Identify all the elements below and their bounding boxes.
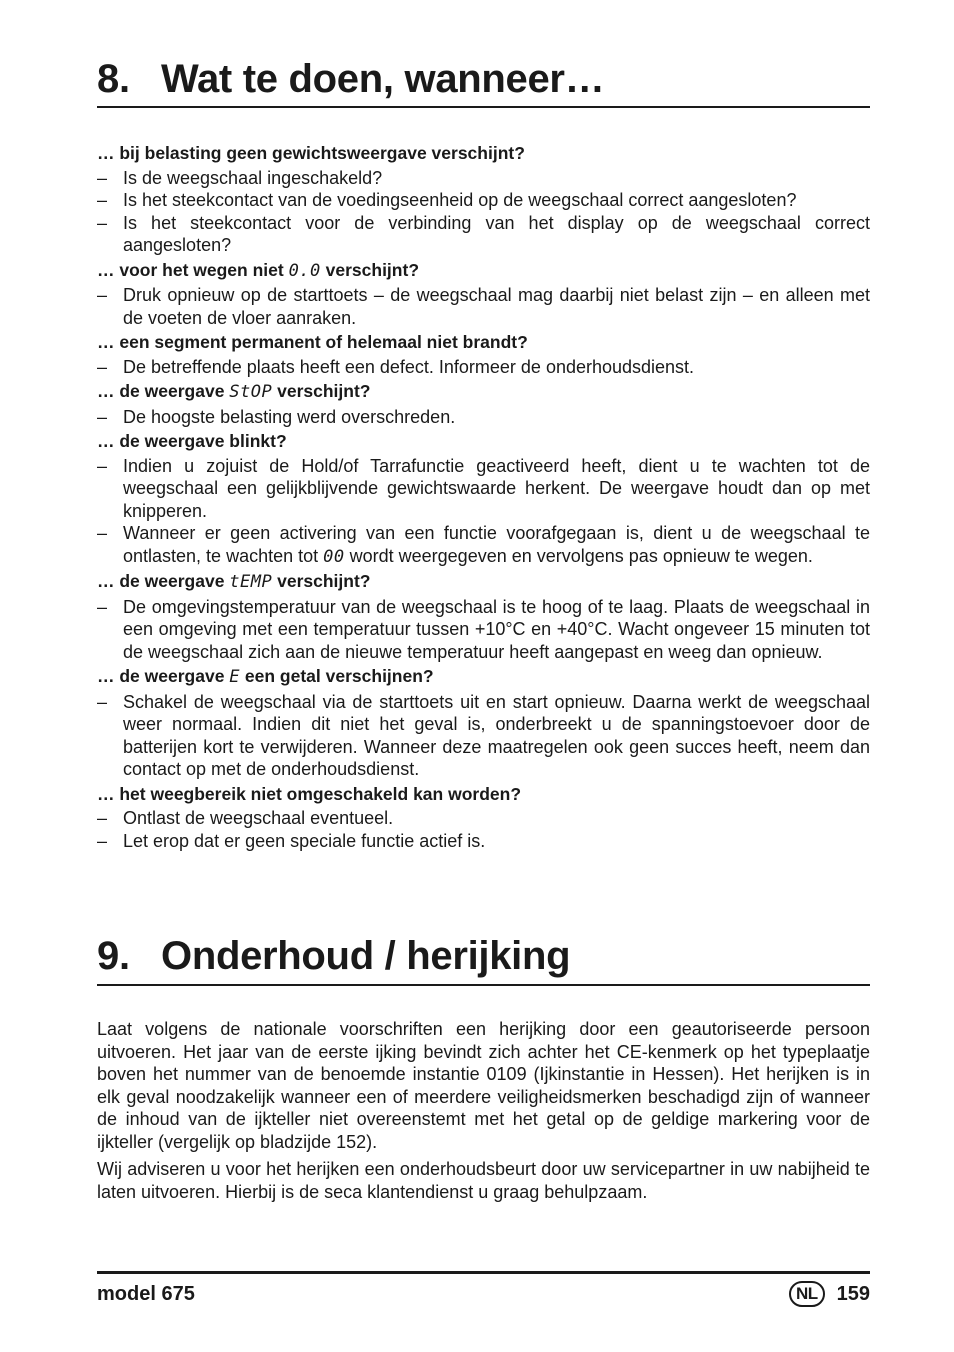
language-badge: NL [789,1281,825,1307]
lcd-display-glyph: 00 [323,546,345,567]
answer-list [97,167,870,257]
answer-item [97,522,870,568]
section-9-number: 9. [97,934,130,978]
answer-item: – Schakel de weegschaal via de starttoets uit en start opnieuw. Daarna werkt de weegschaal weer normaal. Indien dit niet het geval is, onderbreekt u de spanningstoevoer door de batterijen kort te verwijderen. Wanneer deze maatregelen ook geen succes heeft, neem dan contact op met de onderhoudsdienst. [97,691,870,781]
question-text: … voor het wegen niet [97,259,289,280]
lcd-display-glyph: E [229,667,241,687]
footer-right [789,1281,870,1307]
question-text: … de weergave [97,571,230,591]
question: … de weergave blinkt? [97,431,287,451]
question-text: verschijnt? [320,259,420,280]
answer-list [97,406,870,429]
answer-text: wordt weergegeven en vervolgens pas opnieuw te wegen. [344,545,813,566]
answer-item: – Ontlast de weegschaal eventueel. [97,807,870,830]
question [97,259,870,283]
paragraph: Wij adviseren u voor het herijken een onderhoudsbeurt door uw servicepartner in uw nabijheid te laten uitvoeren. Hierbij is de seca klantendienst u graag behulpzaam. [97,1159,870,1202]
page-number: 159 [836,1282,870,1305]
question: … een segment permanent of helemaal niet brandt? [97,332,528,352]
question-text: … de weergave [97,381,230,401]
answer-text: Wanneer er geen activering van een functie voorafgegaan is, dient u de weegschaal te ontlasten, te wachten tot [123,523,870,566]
lcd-display-glyph: tEMP [229,572,273,592]
answer-item: – De betreffende plaats heeft een defect. Informeer de onderhoudsdienst. [97,356,870,379]
model-label: model 675 [97,1283,195,1305]
answer-list [97,455,870,569]
question: … bij belasting geen gewichtsweergave verschijnt? [97,143,525,163]
troubleshooting-list [97,142,870,854]
manual-page [97,0,870,1352]
question-text: … de weergave [97,666,230,686]
section-8-heading [97,55,870,108]
answer-item: – Is het steekcontact van de voedingseenheid op de weegschaal correct aangesloten? [97,189,870,212]
lcd-display-glyph: 0.0 [288,260,321,281]
answer-list [97,356,870,379]
question: … het weegbereik niet omgeschakeld kan worden? [97,783,522,804]
question [97,380,870,404]
answer-list [97,691,870,781]
page-footer [97,1271,870,1305]
answer-item: – De hoogste belasting werd overschreden. [97,406,870,429]
question [97,665,870,689]
section-8-number: 8. [97,57,130,101]
answer-list [97,596,870,664]
lcd-display-glyph: StOP [229,382,273,402]
answer-item: – Druk opnieuw op de starttoets – de weegschaal mag daarbij niet belast zijn – en alleen met de voeten de vloer aanraken. [97,284,870,329]
answer-item: – Let erop dat er geen speciale functie actief is. [97,830,870,853]
section-9-title: Onderhoud / herijking [161,934,571,978]
answer-list [97,807,870,852]
section-8-title: Wat te doen, wanneer… [161,57,605,101]
answer-item: – Is het steekcontact voor de verbinding van het display op de weegschaal correct aangesloten? [97,212,870,257]
answer-item: – Indien u zojuist de Hold/of Tarrafunctie geactiveerd heeft, dient u te wachten tot de weegschaal een gelijkblijvende gewichtswaarde herkent. De weergave houdt dan op met knipperen. [97,455,870,523]
maintenance-text [97,1018,870,1208]
question-text: verschijnt? [272,571,371,591]
question [97,570,870,594]
answer-list [97,284,870,329]
paragraph: Laat volgens de nationale voorschriften een herijking door een geautoriseerde persoon uitvoeren. Het jaar van de eerste ijking bevindt zich achter het CE-kenmerk op het typeplaatje boven het nummer van de benoemde instantie 0109 (Ijkinstantie in Hessen). Het herijken is in elk geval noodzakelijk wanneer een of meerdere veiligheidsmerken beschadigd zijn of wanneer de inhoud van de ijkteller niet overeenstemt met het getal op de geldige markering voor de ijkteller (vergelijk op bladzijde 152). [97,1019,870,1152]
question-text: een getal verschijnen? [240,666,434,686]
answer-item: – De omgevingstemperatuur van de weegschaal is te hoog of te laag. Plaats de weegschaal in een omgeving met een temperatuur tussen +10°C en +40°C. Wacht ongeveer 15 minuten tot de weegschaal zich aan de nieuwe temperatuur heeft aangepast en weeg dan opnieuw. [97,596,870,664]
section-9-heading [97,932,870,986]
answer-item: – Is de weegschaal ingeschakeld? [97,167,870,190]
question-text: verschijnt? [272,381,371,401]
